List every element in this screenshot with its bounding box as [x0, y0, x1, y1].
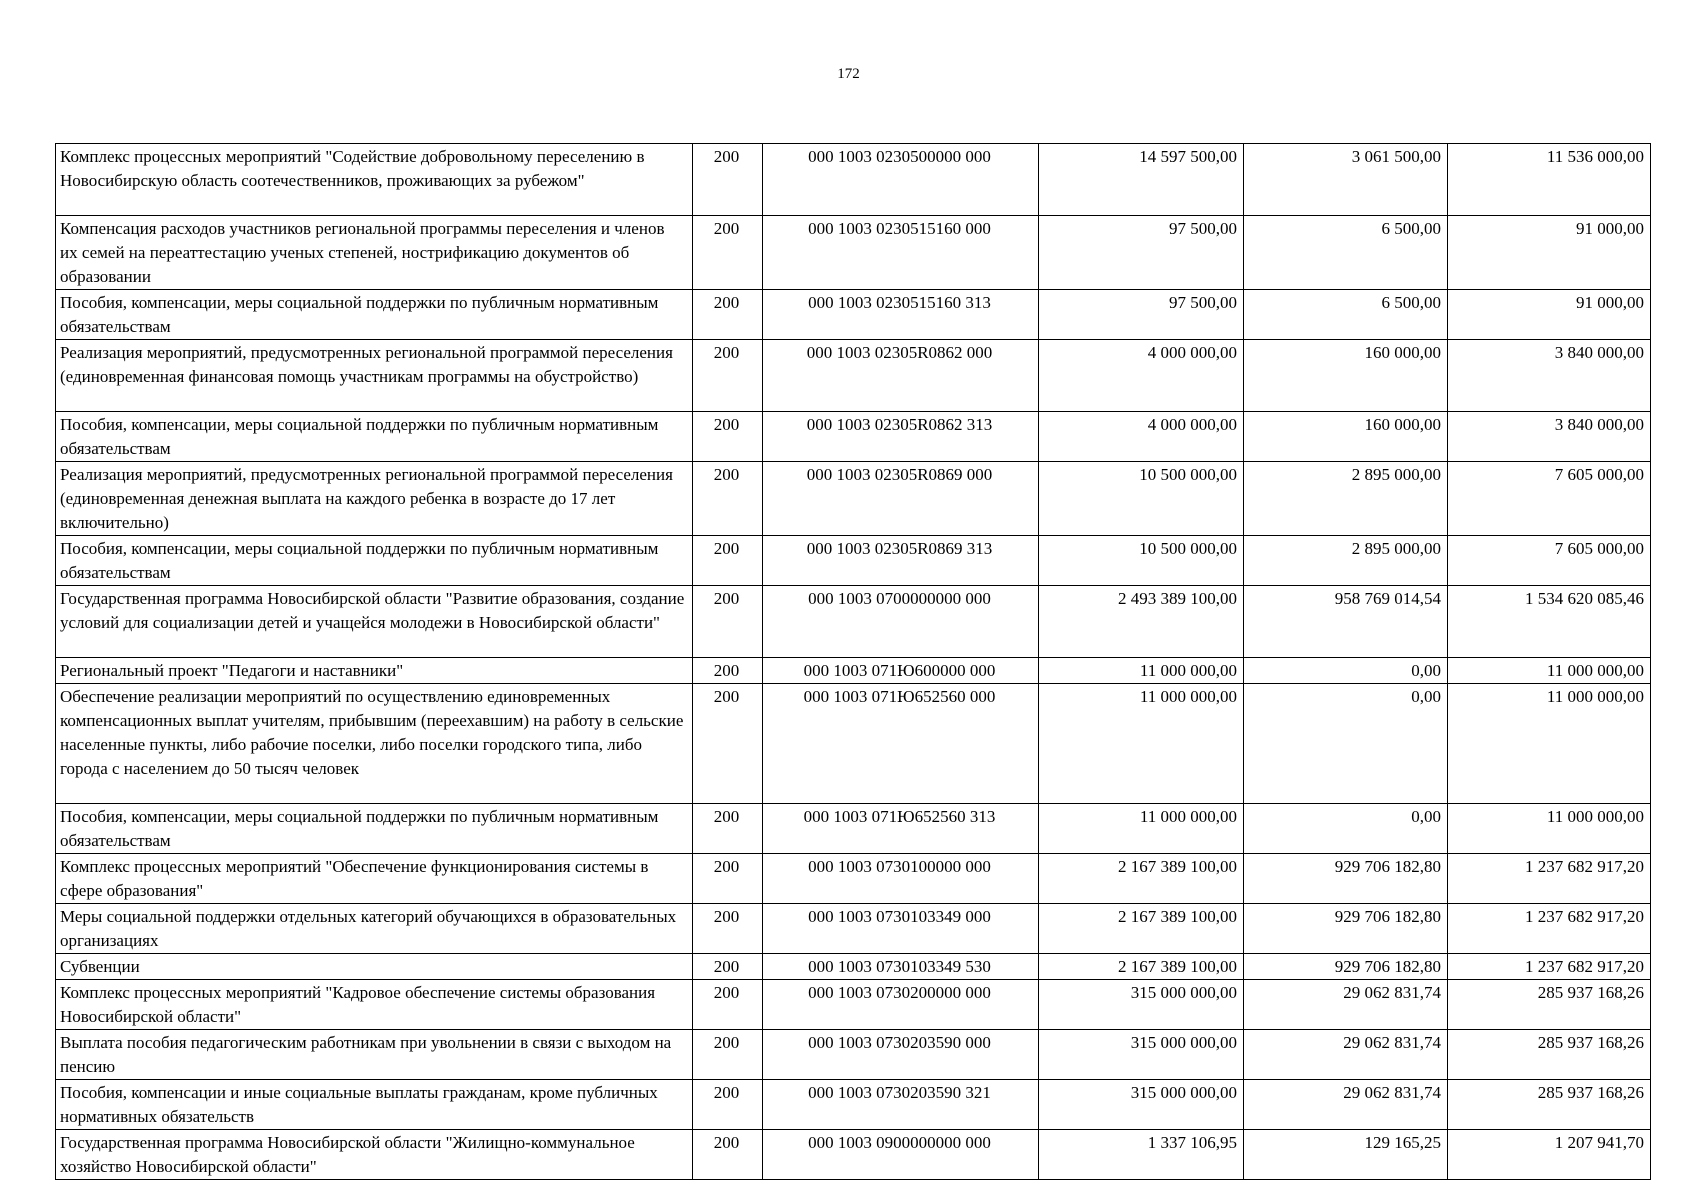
- table-row: [56, 144, 1651, 216]
- row-approved-amount-cell: 2 167 389 100,00: [1039, 954, 1244, 980]
- row-budget-code-cell: 000 1003 071Ю652560 313: [763, 804, 1039, 854]
- row-executed-amount-cell: 160 000,00: [1244, 412, 1448, 462]
- row-budget-code-cell: 000 1003 0730200000 000: [763, 980, 1039, 1030]
- row-code-cell: 200: [693, 340, 763, 412]
- row-code-cell: 200: [693, 144, 763, 216]
- page-number: 172: [837, 66, 860, 82]
- table-row: [56, 658, 1651, 684]
- row-code-cell: 200: [693, 684, 763, 804]
- row-unexecuted-amount-cell: 7 605 000,00: [1448, 536, 1651, 586]
- table-row: [56, 462, 1651, 536]
- row-code-cell: 200: [693, 412, 763, 462]
- row-executed-amount-cell: 3 061 500,00: [1244, 144, 1448, 216]
- row-unexecuted-amount-cell: 1 237 682 917,20: [1448, 954, 1651, 980]
- row-executed-amount-cell: 160 000,00: [1244, 340, 1448, 412]
- row-approved-amount-cell: 97 500,00: [1039, 290, 1244, 340]
- row-budget-code-cell: 000 1003 0230515160 313: [763, 290, 1039, 340]
- row-executed-amount-cell: 29 062 831,74: [1244, 1030, 1448, 1080]
- row-code-cell: 200: [693, 854, 763, 904]
- row-unexecuted-amount-cell: 285 937 168,26: [1448, 980, 1651, 1030]
- row-name-cell: Субвенции: [56, 954, 693, 980]
- row-code-cell: 200: [693, 904, 763, 954]
- row-name-cell: Комплекс процессных мероприятий "Кадровое обеспечение системы образования Новосибирской области": [56, 980, 693, 1030]
- row-code-cell: 200: [693, 658, 763, 684]
- row-approved-amount-cell: 97 500,00: [1039, 216, 1244, 290]
- row-approved-amount-cell: 10 500 000,00: [1039, 462, 1244, 536]
- row-executed-amount-cell: 2 895 000,00: [1244, 462, 1448, 536]
- row-name-cell: Пособия, компенсации, меры социальной поддержки по публичным нормативным обязательствам: [56, 536, 693, 586]
- row-budget-code-cell: 000 1003 0730203590 000: [763, 1030, 1039, 1080]
- row-approved-amount-cell: 315 000 000,00: [1039, 1030, 1244, 1080]
- table-row: [56, 904, 1651, 954]
- table-row: [56, 216, 1651, 290]
- table-row: [56, 536, 1651, 586]
- row-name-cell: Комплекс процессных мероприятий "Обеспечение функционирования системы в сфере образования": [56, 854, 693, 904]
- table-row: [56, 340, 1651, 412]
- row-name-cell: Реализация мероприятий, предусмотренных региональной программой переселения (единовременная финансовая помощь участникам программы на обустройство): [56, 340, 693, 412]
- row-approved-amount-cell: 315 000 000,00: [1039, 1080, 1244, 1130]
- row-executed-amount-cell: 0,00: [1244, 658, 1448, 684]
- row-code-cell: 200: [693, 216, 763, 290]
- row-code-cell: 200: [693, 954, 763, 980]
- row-budget-code-cell: 000 1003 0230515160 000: [763, 216, 1039, 290]
- row-executed-amount-cell: 29 062 831,74: [1244, 980, 1448, 1030]
- row-executed-amount-cell: 0,00: [1244, 804, 1448, 854]
- row-budget-code-cell: 000 1003 0730103349 530: [763, 954, 1039, 980]
- row-executed-amount-cell: 29 062 831,74: [1244, 1080, 1448, 1130]
- row-unexecuted-amount-cell: 11 000 000,00: [1448, 804, 1651, 854]
- row-unexecuted-amount-cell: 3 840 000,00: [1448, 412, 1651, 462]
- row-executed-amount-cell: 958 769 014,54: [1244, 586, 1448, 658]
- row-executed-amount-cell: 929 706 182,80: [1244, 904, 1448, 954]
- row-executed-amount-cell: 6 500,00: [1244, 216, 1448, 290]
- row-code-cell: 200: [693, 1130, 763, 1180]
- row-code-cell: 200: [693, 290, 763, 340]
- row-name-cell: Обеспечение реализации мероприятий по осуществлению единовременных компенсационных выплат учителям, прибывшим (переехавшим) на работу в сельские населенные пункты, либо рабочие поселки, либо поселки городского типа, либо города с населением до 50 тысяч человек: [56, 684, 693, 804]
- row-budget-code-cell: 000 1003 0230500000 000: [763, 144, 1039, 216]
- row-budget-code-cell: 000 1003 02305R0862 313: [763, 412, 1039, 462]
- row-name-cell: Государственная программа Новосибирской области "Жилищно-коммунальное хозяйство Новосибирской области": [56, 1130, 693, 1180]
- row-code-cell: 200: [693, 1080, 763, 1130]
- row-name-cell: Компенсация расходов участников региональной программы переселения и членов их семей на переаттестацию ученых степеней, нострификацию документов об образовании: [56, 216, 693, 290]
- table-row: [56, 290, 1651, 340]
- row-executed-amount-cell: 6 500,00: [1244, 290, 1448, 340]
- row-budget-code-cell: 000 1003 0900000000 000: [763, 1130, 1039, 1180]
- row-code-cell: 200: [693, 586, 763, 658]
- row-code-cell: 200: [693, 1030, 763, 1080]
- row-name-cell: Меры социальной поддержки отдельных категорий обучающихся в образовательных организациях: [56, 904, 693, 954]
- row-approved-amount-cell: 11 000 000,00: [1039, 684, 1244, 804]
- row-budget-code-cell: 000 1003 071Ю652560 000: [763, 684, 1039, 804]
- row-approved-amount-cell: 2 167 389 100,00: [1039, 854, 1244, 904]
- table-row: [56, 1030, 1651, 1080]
- row-name-cell: Пособия, компенсации, меры социальной поддержки по публичным нормативным обязательствам: [56, 290, 693, 340]
- row-name-cell: Пособия, компенсации и иные социальные выплаты гражданам, кроме публичных нормативных обязательств: [56, 1080, 693, 1130]
- row-unexecuted-amount-cell: 7 605 000,00: [1448, 462, 1651, 536]
- row-budget-code-cell: 000 1003 0730203590 321: [763, 1080, 1039, 1130]
- table-row: [56, 954, 1651, 980]
- row-executed-amount-cell: 929 706 182,80: [1244, 854, 1448, 904]
- row-unexecuted-amount-cell: 1 207 941,70: [1448, 1130, 1651, 1180]
- row-approved-amount-cell: 10 500 000,00: [1039, 536, 1244, 586]
- table-row: [56, 980, 1651, 1030]
- row-code-cell: 200: [693, 980, 763, 1030]
- row-unexecuted-amount-cell: 1 237 682 917,20: [1448, 854, 1651, 904]
- row-budget-code-cell: 000 1003 02305R0869 313: [763, 536, 1039, 586]
- row-unexecuted-amount-cell: 11 536 000,00: [1448, 144, 1651, 216]
- row-approved-amount-cell: 315 000 000,00: [1039, 980, 1244, 1030]
- row-approved-amount-cell: 2 167 389 100,00: [1039, 904, 1244, 954]
- budget-table: [55, 143, 1651, 1180]
- row-unexecuted-amount-cell: 91 000,00: [1448, 216, 1651, 290]
- table-row: [56, 1080, 1651, 1130]
- row-unexecuted-amount-cell: 91 000,00: [1448, 290, 1651, 340]
- row-executed-amount-cell: 129 165,25: [1244, 1130, 1448, 1180]
- row-budget-code-cell: 000 1003 0730103349 000: [763, 904, 1039, 954]
- row-approved-amount-cell: 11 000 000,00: [1039, 804, 1244, 854]
- row-unexecuted-amount-cell: 285 937 168,26: [1448, 1030, 1651, 1080]
- row-approved-amount-cell: 2 493 389 100,00: [1039, 586, 1244, 658]
- row-approved-amount-cell: 1 337 106,95: [1039, 1130, 1244, 1180]
- row-name-cell: Выплата пособия педагогическим работникам при увольнении в связи с выходом на пенсию: [56, 1030, 693, 1080]
- row-unexecuted-amount-cell: 11 000 000,00: [1448, 658, 1651, 684]
- row-executed-amount-cell: 0,00: [1244, 684, 1448, 804]
- table-row: [56, 804, 1651, 854]
- table-row: [56, 854, 1651, 904]
- table-row: [56, 412, 1651, 462]
- row-name-cell: Пособия, компенсации, меры социальной поддержки по публичным нормативным обязательствам: [56, 804, 693, 854]
- table-body: [56, 144, 1651, 1180]
- row-approved-amount-cell: 4 000 000,00: [1039, 340, 1244, 412]
- row-budget-code-cell: 000 1003 0730100000 000: [763, 854, 1039, 904]
- table-row: [56, 684, 1651, 804]
- row-code-cell: 200: [693, 804, 763, 854]
- row-budget-code-cell: 000 1003 02305R0862 000: [763, 340, 1039, 412]
- row-budget-code-cell: 000 1003 02305R0869 000: [763, 462, 1039, 536]
- row-unexecuted-amount-cell: 1 534 620 085,46: [1448, 586, 1651, 658]
- table-row: [56, 586, 1651, 658]
- row-executed-amount-cell: 929 706 182,80: [1244, 954, 1448, 980]
- row-unexecuted-amount-cell: 1 237 682 917,20: [1448, 904, 1651, 954]
- row-code-cell: 200: [693, 536, 763, 586]
- row-budget-code-cell: 000 1003 0700000000 000: [763, 586, 1039, 658]
- row-code-cell: 200: [693, 462, 763, 536]
- table-row: [56, 1130, 1651, 1180]
- row-approved-amount-cell: 4 000 000,00: [1039, 412, 1244, 462]
- row-unexecuted-amount-cell: 285 937 168,26: [1448, 1080, 1651, 1130]
- row-unexecuted-amount-cell: 11 000 000,00: [1448, 684, 1651, 804]
- row-name-cell: Реализация мероприятий, предусмотренных региональной программой переселения (единовременная денежная выплата на каждого ребенка в возрасте до 17 лет включительно): [56, 462, 693, 536]
- row-budget-code-cell: 000 1003 071Ю600000 000: [763, 658, 1039, 684]
- row-approved-amount-cell: 14 597 500,00: [1039, 144, 1244, 216]
- row-executed-amount-cell: 2 895 000,00: [1244, 536, 1448, 586]
- row-name-cell: Государственная программа Новосибирской области "Развитие образования, создание условий для социализации детей и учащейся молодежи в Новосибирской области": [56, 586, 693, 658]
- row-name-cell: Комплекс процессных мероприятий "Содействие добровольному переселению в Новосибирскую область соотечественников, проживающих за рубежом": [56, 144, 693, 216]
- row-approved-amount-cell: 11 000 000,00: [1039, 658, 1244, 684]
- row-unexecuted-amount-cell: 3 840 000,00: [1448, 340, 1651, 412]
- row-name-cell: Пособия, компенсации, меры социальной поддержки по публичным нормативным обязательствам: [56, 412, 693, 462]
- row-name-cell: Региональный проект "Педагоги и наставники": [56, 658, 693, 684]
